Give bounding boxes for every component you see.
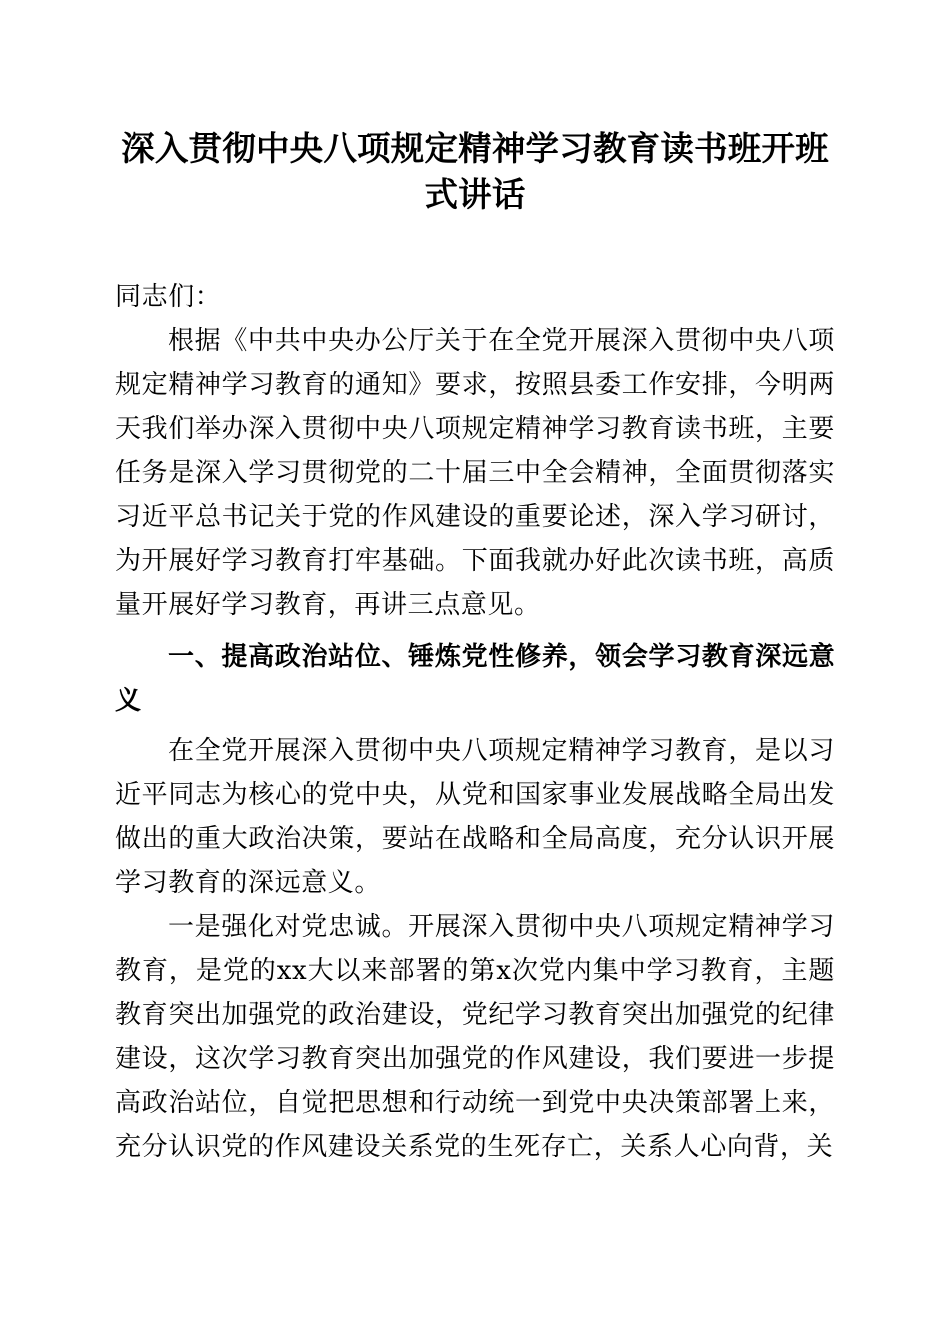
document-title: 深入贯彻中央八项规定精神学习教育读书班开班式讲话 [121,129,829,214]
salutation: 同志们： [115,282,222,312]
document-content [115,0,835,1169]
section-heading-1: 一、提高政治站位、锤炼党性修养，领会学习教育深远意义 [115,642,835,716]
body-paragraph-3: 一是强化对党忠诚。开展深入贯彻中央八项规定精神学习教育，是党的xx大以来部署的第x次党内集中学习教育，主题教育突出加强党的政治建设，党纪学习教育突出加强党的纪律建设，这次学习教育突出加强党的作风建设，我们要进一步提高政治站位，自觉把思想和行动统一到党中央决策部署上来，充分认识党的作风建设关系党的生死存亡，关系人心向背，关 [115,912,835,1162]
body-paragraph-1: 根据《中共中央办公厅关于在全党开展深入贯彻中央八项规定精神学习教育的通知》要求，按照县委工作安排，今明两天我们举办深入贯彻中央八项规定精神学习教育读书班，主要任务是深入学习贯彻党的二十届三中全会精神，全面贯彻落实习近平总书记关于党的作风建设的重要论述，深入学习研讨，为开展好学习教育打牢基础。下面我就办好此次读书班，高质量开展好学习教育，再讲三点意见。 [115,326,835,620]
body-paragraph-2: 在全党开展深入贯彻中央八项规定精神学习教育，是以习近平同志为核心的党中央，从党和国家事业发展战略全局出发做出的重大政治决策，要站在战略和全局高度，充分认识开展学习教育的深远意义。 [115,736,835,898]
